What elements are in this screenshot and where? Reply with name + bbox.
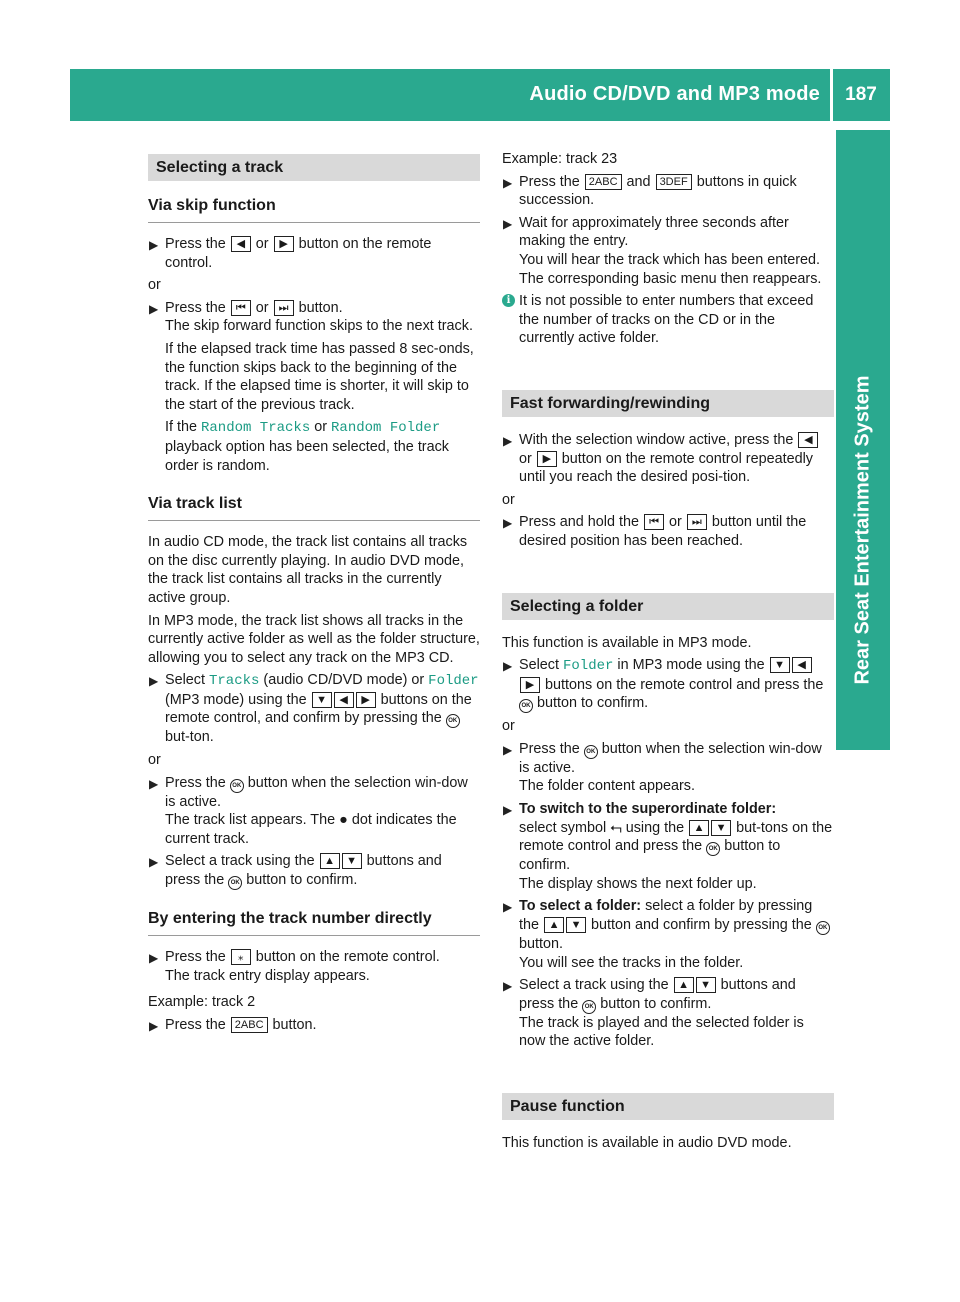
folder-option: Folder — [428, 673, 479, 690]
paragraph: In MP3 mode, the track list shows all tracks in the currently active folder as well as the folder structure, allowing you to select any track on the MP3 CD. — [148, 612, 480, 666]
down-key-icon: ▼ — [342, 853, 362, 869]
step-arrow-icon: ▶ — [149, 238, 159, 252]
up-key-icon: ▲ — [544, 917, 564, 933]
or-text: or — [502, 718, 515, 735]
ok-button-icon: OK — [706, 842, 720, 856]
down-key-icon: ▼ — [312, 692, 332, 708]
dot-icon: ● — [339, 812, 348, 829]
left-key-icon: ◀ — [792, 657, 812, 673]
step-arrow-icon: ▶ — [503, 659, 513, 674]
tracks-option: Tracks — [209, 673, 260, 690]
step-press-two: ▶ Press the 2ABC button. — [148, 1016, 480, 1035]
ok-button-icon: OK — [446, 714, 460, 728]
thumb-index-block — [836, 696, 890, 750]
folder-option: Folder — [563, 658, 614, 675]
step-press-two-three: ▶ Press the 2ABC and 3DEF buttons in quick succession. — [503, 173, 797, 209]
ok-button-icon: OK — [584, 745, 598, 759]
section-title-selecting-folder: Selecting a folder — [502, 593, 834, 620]
down-key-icon: ▼ — [711, 820, 731, 836]
step-select-a-folder: ▶ To select a folder: select a folder by pressing the ▲ ▼ button and confirm by pressing the OK button. You will see the tracks in the folder. — [502, 897, 834, 972]
page-title: Audio CD/DVD and MP3 mode — [529, 83, 820, 105]
example-text: Example: track 23 — [502, 151, 618, 167]
step-arrow-icon: ▶ — [503, 216, 513, 231]
right-key-icon: ▶ — [537, 451, 557, 467]
left-key-icon: ◀ — [231, 236, 251, 252]
right-column — [502, 150, 834, 1157]
step-arrow-icon: ▶ — [503, 900, 513, 915]
step-fast-forward: ▶ With the selection window active, press the ◀ or ▶ button on the remote control repeatedly until you reach the desired posi-tion. — [502, 431, 834, 487]
paragraph: In audio CD mode, the track list contains all tracks on the disc currently playing. In audio DVD mode, the track list contains all tracks in the currently active group. — [148, 534, 468, 606]
random-tracks-option: Random Tracks — [201, 420, 311, 437]
key-two-icon: 2ABC — [231, 1017, 268, 1033]
step-arrow-icon: ▶ — [503, 175, 513, 190]
skip-forward-icon: ⏭ — [687, 514, 707, 530]
step-skip-button: ▶ Press the ⏮ or ⏭ button. The skip forward function skips to the next track. If the elapsed track time has passed 8 sec-onds, the function skips back to the beginning of the track. If the elapsed time is shorter, it will skip to the start of the previous track. If the Random Tracks or Random Folder playback option has been selected, the track order is random. — [149, 299, 474, 474]
random-folder-option: Random Folder — [331, 420, 441, 437]
step-press-hold: ▶ Press and hold the ⏮ or ⏭ button until the desired position has been reached. — [503, 514, 807, 549]
step-press-ok: ▶ Press the OK button when the selection win-dow is active. The track list appears. The ● dot indicates the current track. — [149, 774, 468, 847]
right-key-icon: ▶ — [520, 677, 540, 693]
ok-button-icon: OK — [519, 699, 533, 713]
step-arrow-icon: ▶ — [503, 742, 513, 757]
up-key-icon: ▲ — [320, 853, 340, 869]
step-arrow-icon: ▶ — [149, 855, 159, 870]
left-column — [148, 150, 480, 1038]
step-skip-remote: ▶ Press the ◀ or ▶ button on the remote control. — [149, 236, 432, 271]
up-key-icon: ▲ — [689, 820, 709, 836]
side-tab-label: Rear Seat Entertainment System — [851, 375, 874, 685]
paragraph: This function is available in MP3 mode. — [502, 634, 752, 651]
skip-back-icon: ⏮ — [644, 514, 664, 530]
down-key-icon: ▼ — [566, 917, 586, 933]
header-divider — [830, 69, 833, 121]
right-key-icon: ▶ — [274, 236, 294, 252]
step-arrow-icon: ▶ — [503, 979, 513, 994]
or-text: or — [148, 277, 161, 294]
left-key-icon: ◀ — [798, 432, 818, 448]
step-arrow-icon: ▶ — [149, 951, 159, 966]
ok-button-icon: OK — [816, 921, 830, 935]
step-arrow-icon: ▶ — [503, 516, 513, 531]
step-press-ok-folder: ▶ Press the OK button when the selection win-dow is active. The folder content appears. — [503, 740, 822, 795]
or-text: or — [148, 752, 161, 769]
section-title-pause: Pause function — [502, 1093, 834, 1120]
step-superordinate-folder: ▶ To switch to the superordinate folder: select symbol ⮢ using the ▲ ▼ but-tons on the remote control and press the OK button to confirm. The display shows the next folder up. — [503, 801, 833, 892]
step-select-track: ▶ Select a track using the ▲ ▼ buttons and press the OK button to confirm. — [149, 853, 442, 889]
step-select-tracks: ▶ Select Tracks (audio CD/DVD mode) or Folder (MP3 mode) using the ▼ ◀ ▶ buttons on the remote control, and confirm by pressing the OK but-ton. — [149, 672, 479, 746]
example-text: Example: track 2 — [148, 994, 256, 1011]
step-arrow-icon: ▶ — [503, 803, 513, 818]
left-key-icon: ◀ — [334, 692, 354, 708]
down-key-icon: ▼ — [696, 977, 716, 993]
info-icon: i — [502, 294, 515, 307]
star-key-icon: ⁎ — [231, 949, 251, 965]
step-wait: ▶ Wait for approximately three seconds after making the entry. You will hear the track which has been entered. The corresponding basic menu then reappears. — [503, 214, 822, 287]
up-key-icon: ▲ — [674, 977, 694, 993]
step-star-button: ▶ Press the ⁎ button on the remote control. The track entry display appears. — [149, 949, 440, 984]
step-select-track-folder: ▶ Select a track using the ▲ ▼ buttons and press the OK button to confirm. The track is played and the selected folder is now the active folder. — [503, 977, 804, 1050]
info-note: i It is not possible to enter numbers that exceed the number of tracks on the CD or in the currently active folder. — [502, 292, 834, 348]
step-arrow-icon: ▶ — [503, 433, 513, 448]
step-arrow-icon: ▶ — [149, 674, 159, 689]
ok-button-icon: OK — [230, 779, 244, 793]
ok-button-icon: OK — [582, 1000, 596, 1014]
subsection-title-skip: Via skip function — [148, 195, 480, 223]
step-arrow-icon: ▶ — [149, 776, 159, 791]
folder-up-icon: ⮢ — [610, 819, 622, 836]
skip-forward-icon: ⏭ — [274, 300, 294, 316]
down-key-icon: ▼ — [770, 657, 790, 673]
or-text: or — [502, 491, 515, 508]
page-number: 187 — [845, 84, 877, 105]
paragraph: This function is available in audio DVD mode. — [502, 1135, 792, 1151]
ok-button-icon: OK — [228, 876, 242, 890]
key-three-icon: 3DEF — [656, 174, 692, 190]
key-two-icon: 2ABC — [585, 174, 622, 190]
step-arrow-icon: ▶ — [149, 1018, 159, 1033]
skip-back-icon: ⏮ — [231, 300, 251, 316]
step-select-folder: ▶ Select Folder in MP3 mode using the ▼ ◀▶ buttons on the remote control and press the OK button to confirm. — [503, 657, 824, 712]
subsection-title-track-list: Via track list — [148, 493, 480, 521]
section-title-fast-forward: Fast forwarding/rewinding — [502, 390, 834, 417]
step-arrow-icon: ▶ — [149, 301, 159, 316]
right-key-icon: ▶ — [356, 692, 376, 708]
subsection-title-track-number: By entering the track number directly — [148, 908, 480, 936]
section-title-selecting-track: Selecting a track — [148, 154, 480, 181]
